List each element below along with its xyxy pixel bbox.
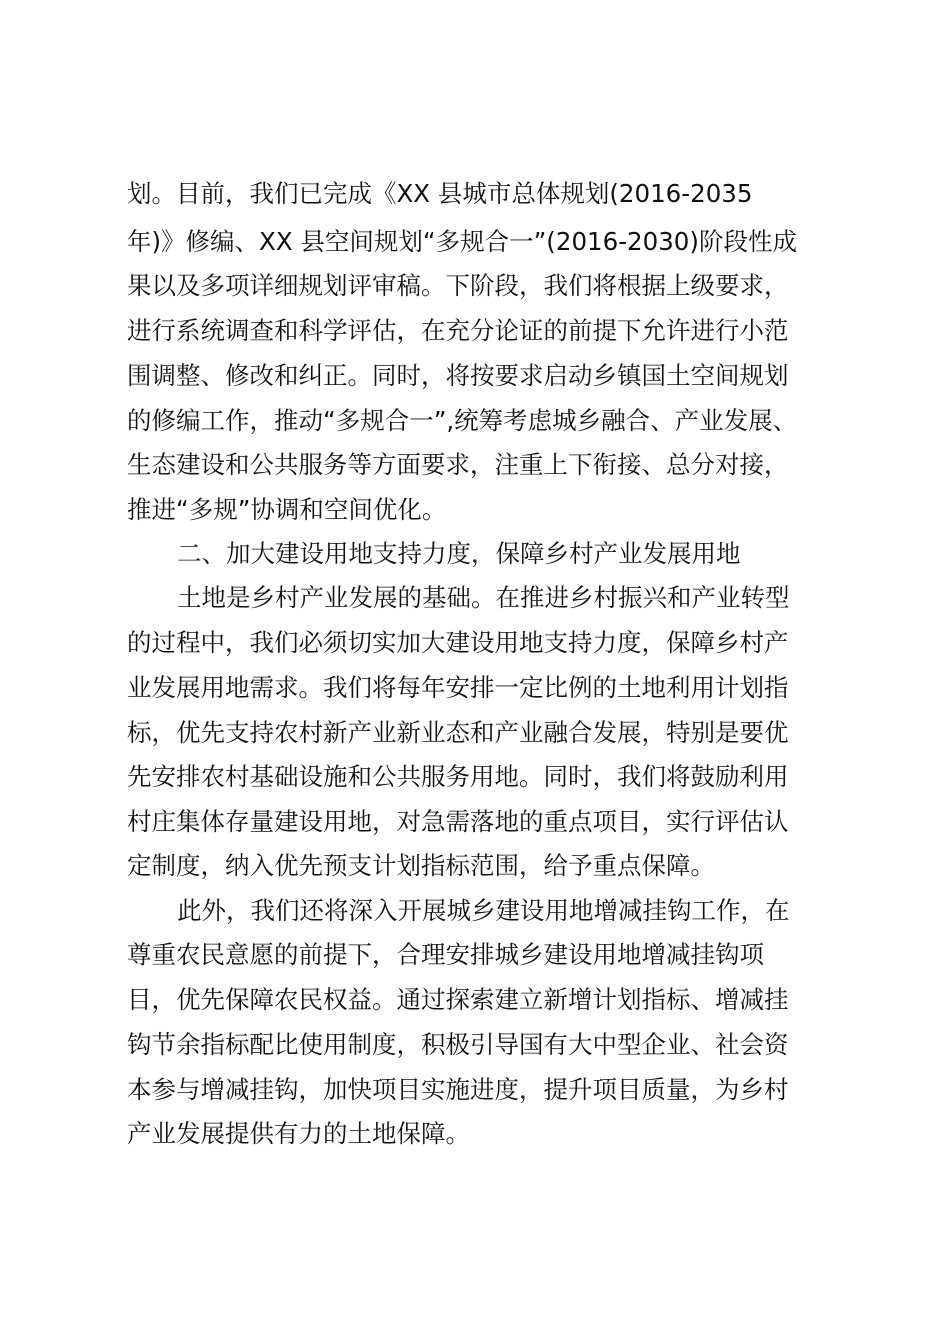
text-line: 生态建设和公共服务等方面要求，注重上下衔接、总分对接， (127, 450, 789, 479)
text-line: 的过程中，我们必须切实加大建设用地支持力度，保障乡村产 (127, 628, 789, 657)
text-line: 村庄集体存量建设用地，对急需落地的重点项目，实行评估认 (127, 807, 789, 836)
text-line: 推进“多规”协调和空间优化。 (127, 495, 447, 524)
text-line: 本参与增减挂钩，加快项目实施进度，提升项目质量，为乡村 (127, 1075, 789, 1104)
section-heading: 二、加大建设用地支持力度，保障乡村产业发展用地 (177, 539, 741, 568)
text-line: 钩节余指标配比使用制度，积极引导国有大中型企业、社会资 (127, 1030, 789, 1059)
text-line: 划。目前，我们已完成《XX 县城市总体规划(2016-2035 (127, 179, 753, 208)
text-line: 年)》修编、XX 县空间规划“多规合一”(2016-2030)阶段性成 (127, 227, 797, 256)
text-line: 标，优先支持农村新产业新业态和产业融合发展，特别是要优 (127, 718, 789, 747)
text-line: 土地是乡村产业发展的基础。在推进乡村振兴和产业转型 (177, 583, 790, 612)
text-line: 尊重农民意愿的前提下，合理安排城乡建设用地增减挂钩项 (127, 940, 764, 969)
text-line: 围调整、修改和纠正。同时，将按要求启动乡镇国土空间规划 (127, 361, 789, 390)
text-line: 业发展用地需求。我们将每年安排一定比例的土地利用计划指 (127, 673, 789, 702)
text-line: 先安排农村基础设施和公共服务用地。同时，我们将鼓励利用 (127, 762, 789, 791)
text-line: 此外，我们还将深入开展城乡建设用地增减挂钩工作，在 (177, 896, 790, 925)
text-line: 果以及多项详细规划评审稿。下阶段，我们将根据上级要求， (127, 271, 789, 300)
text-line: 的修编工作，推动“多规合一”,统筹考虑城乡融合、产业发展、 (127, 406, 798, 435)
text-line: 定制度，纳入优先预支计划指标范围，给予重点保障。 (127, 851, 715, 880)
text-line: 目，优先保障农民权益。通过探索建立新增计划指标、增减挂 (127, 985, 789, 1014)
text-line: 产业发展提供有力的土地保障。 (127, 1119, 470, 1148)
text-line: 进行系统调查和科学评估，在充分论证的前提下允许进行小范 (127, 316, 789, 345)
